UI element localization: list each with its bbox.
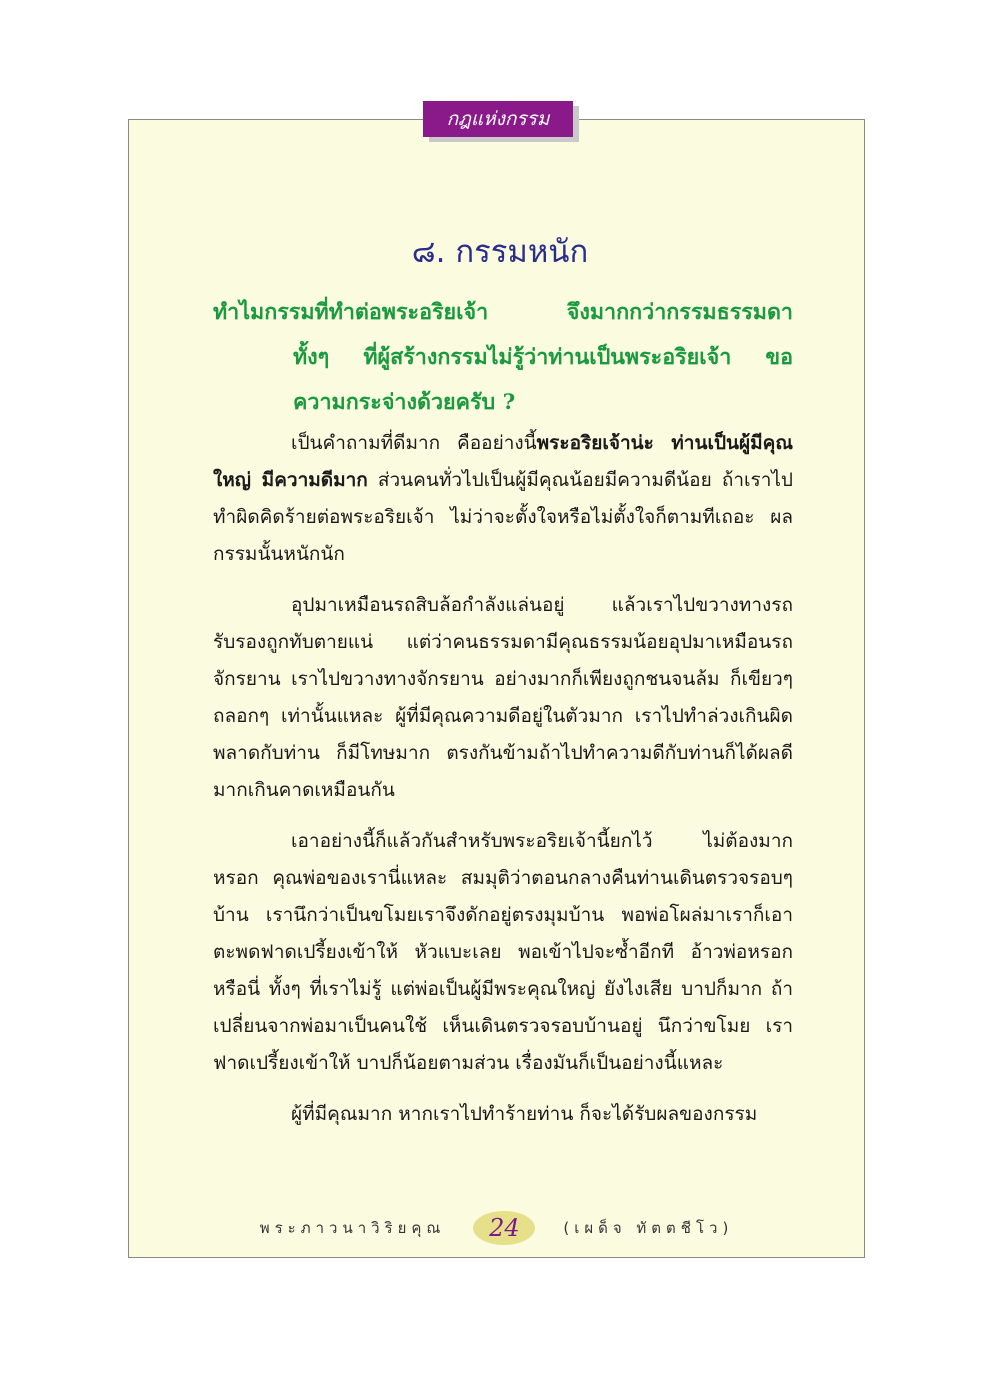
footer-book-title: พระภาวนาวิริยคุณ [259,1219,446,1237]
question-line-2: ทั้งๆ ที่ผู้สร้างกรรมไม่รู้ว่าท่านเป็นพระอริยเจ้า ขอ [293,345,793,370]
paragraph-1 [213,425,793,573]
footer-author: (เผด็จ ทัตตชีโว) [563,1219,734,1237]
answer-body [213,425,793,1147]
paragraph-1-start: เป็นคำถามที่ดีมาก คืออย่างนี้ [291,432,537,454]
question-line-1: ทำไมกรรมที่ทำต่อพระอริยเจ้า จึงมากกว่ากรรมธรรมดา [213,300,793,325]
paragraph-4: ผู้ที่มีคุณมาก หากเราไปทำร้ายท่าน ก็จะได้รับผลของกรรม [291,1103,758,1125]
paragraph-2: อุปมาเหมือนรถสิบล้อกำลังแล่นอยู่ แล้วเราไปขวางทางรถ รับรองถูกทับตายแน่ แต่ว่าคนธรรมดามีคุณธรรมน้อยอุปมาเหมือนรถจักรยาน เราไปขวางทางจักรยาน อย่างมากก็เพียงถูกชนจนล้ม ก็เขียวๆ ถลอกๆ เท่านั้นแหละ ผู้ที่มีคุณความดีอยู่ในตัวมาก เราไปทำล่วงเกินผิดพลาดกับท่าน ก็มีโทษมาก ตรงกันข้ามถ้าไปทำความดีกับท่านก็ได้ผลดีมากเกินคาดเหมือนกัน [213,594,793,801]
page-number: 24 [473,1211,535,1245]
page-footer [128,1208,865,1248]
chapter-title: ๘. กรรมหนัก [411,234,589,270]
paragraph-1-rest: ส่วนคนทั่วไปเป็นผู้มีคุณน้อยมีความดีน้อย ถ้าเราไปทำผิดคิดร้ายต่อพระอริยเจ้า ไม่ว่าจะตั้งใจหรือไม่ตั้งใจก็ตามทีเถอะ ผลกรรมนั้นหนักนัก [213,469,793,565]
paragraph-1-emphasis: พระอริยเจ้าน่ะ ท่านเป็นผู้มีคุณใหญ่ มีความดีมาก [213,432,793,491]
header-tab [423,101,573,137]
question-block [213,290,793,425]
header-tab-label: กฎแห่งกรรม [446,108,550,130]
paragraph-3: เอาอย่างนี้ก็แล้วกันสำหรับพระอริยเจ้านี้ยกไว้ ไม่ต้องมากหรอก คุณพ่อของเรานี่แหละ สมมุติว่าตอนกลางคืนท่านเดินตรวจรอบๆ บ้าน เรานึกว่าเป็นขโมยเราจึงดักอยู่ตรงมุมบ้าน พอพ่อโผล่มาเราก็เอาตะพดฟาดเปรี้ยงเข้าให้ หัวแบะเลย พอเข้าไปจะซ้ำอีกที อ้าวพ่อหรอกหรือนี่ ทั้งๆ ที่เราไม่รู้ แต่พ่อเป็นผู้มีพระคุณใหญ่ ยังไงเสีย บาปก็มาก ถ้าเปลี่ยนจากพ่อมาเป็นคนใช้ เห็นเดินตรวจรอบบ้านอยู่ นึกว่าขโมย เราฟาดเปรี้ยงเข้าให้ บาปก็น้อยตามส่วน เรื่องมันก็เป็นอย่างนี้แหละ [213,830,793,1074]
question-line-3: ความกระจ่างด้วยครับ ? [293,390,516,415]
